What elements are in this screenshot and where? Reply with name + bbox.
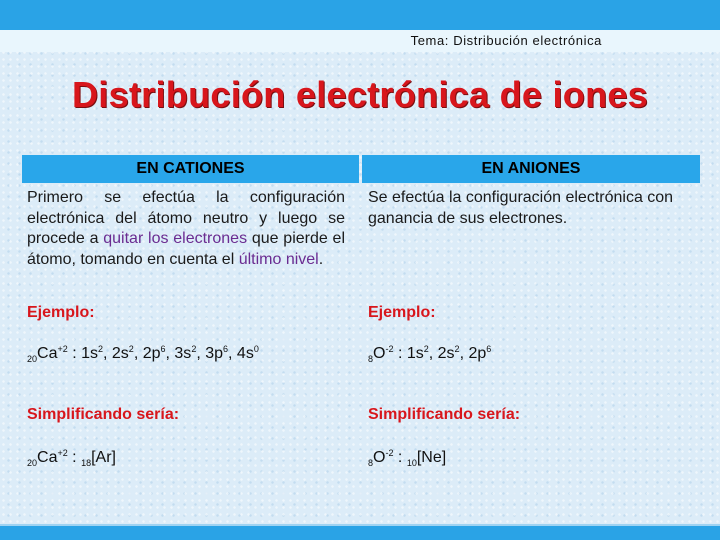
noble-gas-core: [Ar]: [91, 449, 116, 466]
cation-config-sup: 2: [128, 344, 134, 354]
anions-example-formula: [368, 344, 491, 364]
separator: :: [67, 449, 82, 466]
cations-description: [27, 188, 345, 270]
cation-atomic-number: 20: [27, 354, 38, 364]
cations-text-ultimo: último nivel: [238, 250, 319, 268]
anion-config-part: , 2p: [459, 345, 487, 362]
noble-gas-core: [Ne]: [416, 449, 447, 466]
anion-charge: -2: [385, 344, 394, 354]
cation-config-sup: 0: [253, 344, 259, 354]
anion-config-sup: 6: [486, 344, 492, 354]
cations-simplified-formula: [27, 448, 116, 468]
topic-header: Tema: Distribución electrónica: [410, 33, 602, 48]
cation-config-part: , 2p: [133, 345, 161, 362]
cations-text-3: .: [318, 250, 324, 268]
anion-config-sup: 2: [454, 344, 460, 354]
top-band: [0, 0, 720, 30]
anions-description: Se efectúa la configuración electrónica con ganancia de sus electrones.: [368, 189, 674, 227]
anion-config-part: , 2s: [428, 345, 455, 362]
cations-header: EN CATIONES: [22, 155, 359, 183]
cation-config-part: , 3p: [196, 345, 224, 362]
anions-header: EN ANIONES: [362, 155, 700, 183]
separator: :: [393, 449, 407, 466]
anion-symbol: O: [373, 345, 386, 362]
cation-symbol: Ca: [37, 345, 58, 362]
anions-example-label: Ejemplo:: [368, 304, 436, 321]
cations-example-label: Ejemplo:: [27, 304, 95, 321]
cation-config-sup: 6: [160, 344, 166, 354]
anion-charge: -2: [385, 448, 394, 458]
anion-config-part: : 1s: [397, 345, 424, 362]
noble-gas-number: 10: [406, 458, 417, 468]
bottom-band: [0, 526, 720, 540]
cation-config-sup: 2: [191, 344, 197, 354]
anion-symbol: O: [373, 449, 386, 466]
anion-atomic-number: 8: [368, 458, 374, 468]
cation-config-part: , 4s: [228, 345, 254, 362]
cation-config-sup: 2: [97, 344, 103, 354]
cation-charge: +2: [57, 344, 68, 354]
cations-example-formula: [27, 344, 259, 364]
cations-simplify-label: Simplificando sería:: [27, 406, 180, 423]
page-title: Distribución electrónica de iones: [71, 74, 649, 115]
noble-gas-number: 18: [81, 458, 92, 468]
cation-symbol: Ca: [37, 449, 58, 466]
cation-config-sup: 6: [223, 344, 229, 354]
anion-atomic-number: 8: [368, 354, 374, 364]
anions-simplified-formula: [368, 448, 446, 468]
cation-config-part: , 3s: [165, 345, 192, 362]
anions-simplify-label: Simplificando sería:: [368, 406, 521, 423]
cations-text-1: Primero se efectúa la configuración electrónica del átomo neutro y luego se procede a: [27, 189, 345, 247]
cations-text-2: que pierde el átomo, tomando en cuenta el: [27, 230, 345, 268]
anion-config-sup: 2: [423, 344, 429, 354]
cation-config-part: , 2s: [103, 345, 129, 362]
header-bar: [0, 30, 720, 52]
cation-atomic-number: 20: [27, 458, 38, 468]
cations-text-quitar: quitar los electrones: [103, 230, 248, 247]
cation-charge: +2: [57, 448, 68, 458]
cation-config-part: : 1s: [72, 345, 98, 362]
